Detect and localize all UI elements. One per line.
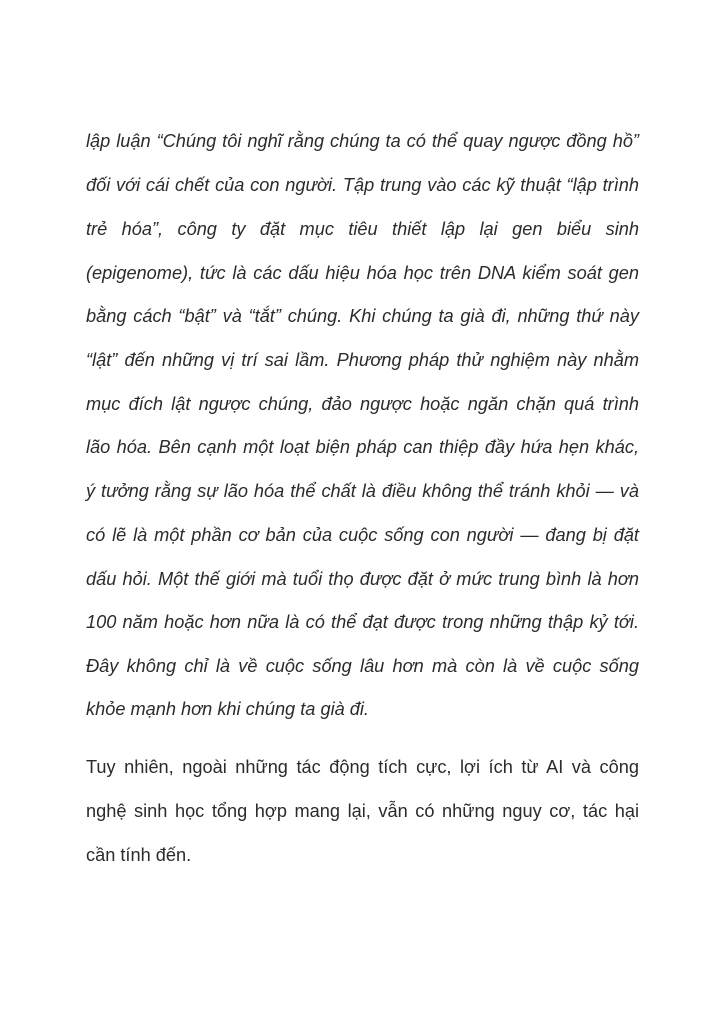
paragraph-line: trẻ hóa”, công ty đặt mục tiêu thiết lập lại gen biểu sinh [86, 219, 639, 239]
paragraph-line: có lẽ là một phần cơ bản của cuộc sống con người — đang bị đặt [86, 525, 639, 545]
paragraph-line: lão hóa. Bên cạnh một loạt biện pháp can thiệp đầy hứa hẹn khác, [86, 437, 639, 457]
paragraph-line: ý tưởng rằng sự lão hóa thể chất là điều không thể tránh khỏi — và [86, 481, 639, 501]
paragraph-line: Tuy nhiên, ngoài những tác động tích cực, lợi ích từ AI và công [86, 757, 639, 777]
paragraph-line: lập luận “Chúng tôi nghĩ rằng chúng ta có thể quay ngược đồng hồ” [86, 131, 639, 151]
paragraph-line: 100 năm hoặc hơn nữa là có thể đạt được trong những thập kỷ tới. [86, 612, 639, 632]
paragraph-line-last: khỏe mạnh hơn khi chúng ta già đi. [86, 699, 369, 719]
paragraph-line: “lật” đến những vị trí sai lầm. Phương pháp thử nghiệm này nhằm [86, 350, 639, 370]
paragraph-line: (epigenome), tức là các dấu hiệu hóa học trên DNA kiểm soát gen [86, 263, 639, 283]
paragraph-line: mục đích lật ngược chúng, đảo ngược hoặc ngăn chặn quá trình [86, 394, 639, 414]
paragraph-line-last: cần tính đến. [86, 845, 192, 865]
paragraph-line: dấu hỏi. Một thế giới mà tuổi thọ được đặt ở mức trung bình là hơn [86, 569, 639, 589]
paragraph-line: nghệ sinh học tổng hợp mang lại, vẫn có những nguy cơ, tác hại [86, 801, 639, 821]
paragraph-line: Đây không chỉ là về cuộc sống lâu hơn mà còn là về cuộc sống [86, 656, 639, 676]
paragraph-line: đối với cái chết của con người. Tập trung vào các kỹ thuật “lập trình [86, 175, 639, 195]
paragraph-line: bằng cách “bật” và “tắt” chúng. Khi chúng ta già đi, những thứ này [86, 306, 639, 326]
